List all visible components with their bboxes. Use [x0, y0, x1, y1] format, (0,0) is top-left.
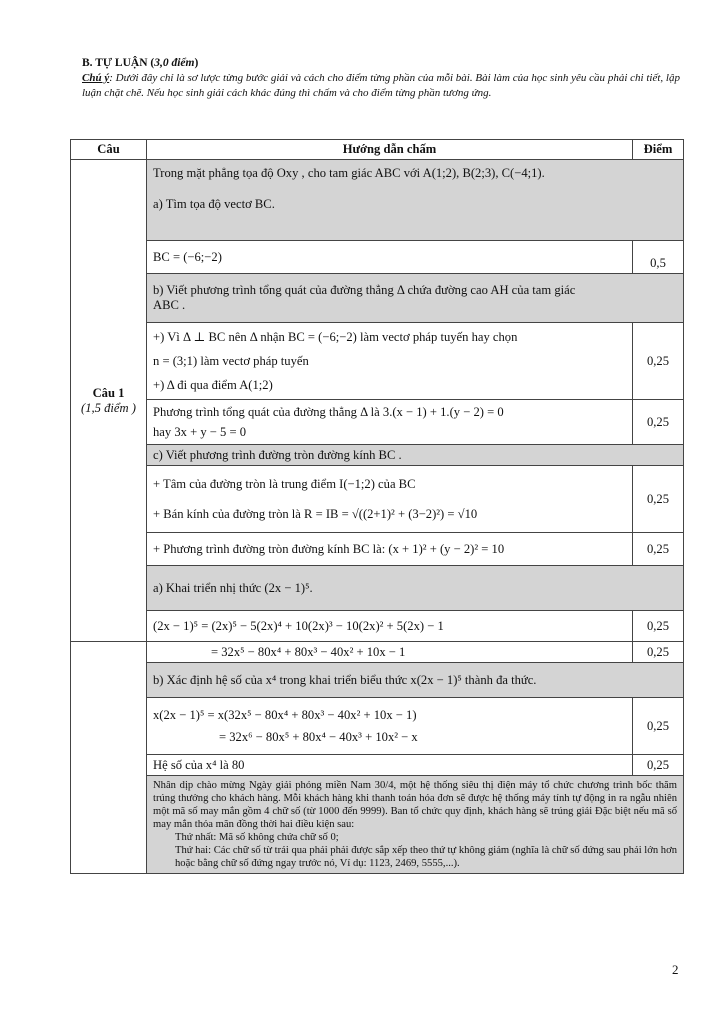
table-cell: b) Viết phương trình tổng quát của đường thẳng Δ chứa đường cao AH của tam giác ABC .	[147, 274, 684, 323]
question-2-cell	[71, 642, 147, 874]
table-cell: = 32x⁵ − 80x⁴ + 80x³ − 40x² + 10x − 1	[147, 642, 633, 663]
table-row	[71, 445, 684, 466]
table-row	[71, 663, 684, 698]
table-cell: Hệ số của x⁴ là 80	[147, 755, 633, 776]
table-cell: x(2x − 1)⁵ = x(32x⁵ − 80x⁴ + 80x³ − 40x² + 10x − 1) = 32x⁶ − 80x⁵ + 80x⁴ − 40x³ + 10x² − x	[147, 698, 633, 755]
table-row	[71, 160, 684, 241]
points-cell: 0,25	[633, 533, 684, 566]
table-row	[71, 241, 684, 274]
points-cell: 0,5	[633, 241, 684, 274]
table-row	[71, 533, 684, 566]
table-row	[71, 566, 684, 611]
col-header-points: Điểm	[633, 140, 684, 160]
table-row	[71, 466, 684, 533]
table-cell: Phương trình tổng quát của đường thẳng Δ là 3.(x − 1) + 1.(y − 2) = 0 hay 3x + y − 5 = 0	[147, 400, 633, 445]
grading-note: Chú ý: Dưới đây chỉ là sơ lược từng bước giải và cách cho điểm từng phần của mỗi bài. Bài làm của học sinh yêu cầu phải chi tiết, lập luận chặt chẽ. Nếu học sinh giải cách khác đúng thì chấm và cho điểm từng phần tương ứng.	[82, 72, 680, 99]
table-row	[71, 755, 684, 776]
table-cell: Nhân dịp chào mừng Ngày giải phóng miền Nam 30/4, một hệ thống siêu thị điện máy tổ chức chương trình bốc thăm trúng thưởng cho khách hàng. Mỗi khách hàng khi thanh toán hóa đơn sẽ được hệ thống máy tính tự động in ra ngẫu nhiên một mã số may mắn gồm 4 chữ số (từ 1000 đến 9999). Ban tổ chức quy định, khách hàng sẽ trúng giải Đặc biệt nếu mã số may mắn thỏa mãn đồng thời hai điều kiện sau: Thứ nhất: Mã số không chứa chữ số 0; Thứ hai: Các chữ số từ trái qua phải phải được sắp xếp theo thứ tự không giảm (nghĩa là chữ số đứng sau phải lớn hơn hoặc bằng chữ số đứng ngay trước nó, Ví dụ: 1123, 2469, 5555,...).	[147, 776, 684, 874]
table-row	[71, 274, 684, 323]
table-row	[71, 611, 684, 642]
points-cell: 0,25	[633, 400, 684, 445]
col-header-guide: Hướng dẫn chấm	[147, 140, 633, 160]
table-cell: b) Xác định hệ số của x⁴ trong khai triển biểu thức x(2x − 1)⁵ thành đa thức.	[147, 663, 684, 698]
table-row	[71, 642, 684, 663]
table-cell: c) Viết phương trình đường tròn đường kính BC .	[147, 445, 684, 466]
points-cell: 0,25	[633, 466, 684, 533]
table-cell: Trong mặt phẳng tọa độ Oxy , cho tam giác ABC với A(1;2), B(2;3), C(−4;1). a) Tìm tọa độ vectơ BC.	[147, 160, 684, 241]
table-cell: BC = (−6;−2)	[147, 241, 633, 274]
table-header-row	[71, 140, 684, 160]
table-cell: + Tâm của đường tròn là trung điểm I(−1;2) của BC + Bán kính của đường tròn là R = IB = √((2+1)² + (3−2)²) = √10	[147, 466, 633, 533]
points-cell: 0,25	[633, 642, 684, 663]
section-title: B. TỰ LUẬN (3,0 điểm)	[82, 57, 199, 69]
table-cell: (2x − 1)⁵ = (2x)⁵ − 5(2x)⁴ + 10(2x)³ − 10(2x)² + 5(2x) − 1	[147, 611, 633, 642]
table-cell: + Phương trình đường tròn đường kính BC là: (x + 1)² + (y − 2)² = 10	[147, 533, 633, 566]
page-number: 2	[672, 962, 679, 977]
grading-table	[70, 139, 684, 874]
points-cell: 0,25	[633, 755, 684, 776]
col-header-question: Câu	[71, 140, 147, 160]
table-cell: a) Khai triển nhị thức (2x − 1)⁵.	[147, 566, 684, 611]
points-cell: 0,25	[633, 611, 684, 642]
points-cell: 0,25	[633, 323, 684, 400]
table-row	[71, 698, 684, 755]
points-cell: 0,25	[633, 698, 684, 755]
question-1-cell: Câu 1 (1,5 điểm )	[71, 160, 147, 642]
table-row	[71, 400, 684, 445]
table-row	[71, 776, 684, 874]
table-cell: +) Vì Δ ⊥ BC nên Δ nhận BC = (−6;−2) làm vectơ pháp tuyến hay chọn n = (3;1) làm vectơ pháp tuyến +) Δ đi qua điểm A(1;2)	[147, 323, 633, 400]
table-row	[71, 323, 684, 400]
